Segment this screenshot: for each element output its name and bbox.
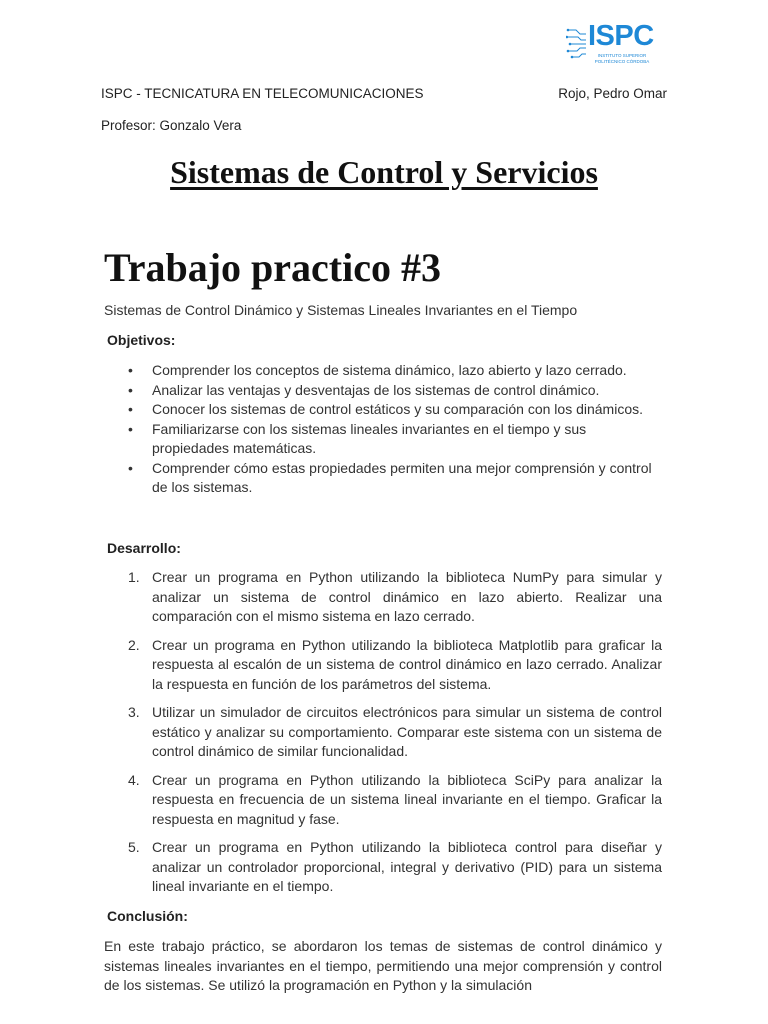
objectives-list-container	[104, 361, 662, 498]
item-text: Crear un programa en Python utilizando la biblioteca control para diseñar y analizar un controlador proporcional, integral y derivativo (PID) para un sistema lineal invariante en el tiempo.	[152, 839, 662, 894]
professor-name: Profesor: Gonzalo Vera	[101, 118, 242, 133]
author-name: Rojo, Pedro Omar	[558, 86, 667, 101]
development-item	[104, 703, 662, 762]
objective-item: • Comprender los conceptos de sistema dinámico, lazo abierto y lazo cerrado.	[104, 361, 662, 381]
development-item	[104, 568, 662, 627]
logo-subtitle: INSTITUTO SUPERIOR POLITÉCNICO CÓRDOBA	[594, 53, 650, 64]
objective-item: • Analizar las ventajas y desventajas de los sistemas de control dinámico.	[104, 381, 662, 401]
development-heading: Desarrollo:	[107, 540, 181, 556]
course-title: Sistemas de Control y Servicios	[170, 154, 598, 190]
item-text: Utilizar un simulador de circuitos electrónicos para simular un sistema de control estático y analizar su comportamiento. Comparar este sistema con un sistema de control dinámico de similar funcionalidad.	[152, 704, 662, 759]
assignment-subtitle: Sistemas de Control Dinámico y Sistemas Lineales Invariantes en el Tiempo	[104, 302, 578, 318]
objectives-heading: Objetivos:	[107, 332, 176, 348]
objectives-list	[104, 361, 662, 498]
development-item	[104, 838, 662, 897]
item-text: Crear un programa en Python utilizando la biblioteca Matplotlib para graficar la respuesta al escalón de un sistema de control dinámico en lazo cerrado. Analizar la respuesta en función de los parámetros del sistema.	[152, 636, 662, 692]
development-item	[104, 771, 662, 830]
item-text: Crear un programa en Python utilizando la biblioteca SciPy para analizar la respuesta en frecuencia de un sistema lineal invariante en el tiempo. Graficar la respuesta en magnitud y fase.	[152, 771, 662, 827]
item-number: 2.	[128, 636, 140, 653]
objective-item: • Conocer los sistemas de control estáticos y su comparación con los dinámicos.	[104, 400, 662, 420]
item-text: Crear un programa en Python utilizando la biblioteca NumPy para simular y analizar un sistema de control dinámico en lazo abierto. Realizar una comparación con el mismo sistema en lazo cerrado.	[152, 569, 662, 624]
item-number: 4.	[128, 771, 140, 788]
assignment-title: Trabajo practico #3	[104, 245, 441, 290]
development-list-container	[104, 568, 662, 906]
objective-item: • Familiarizarse con los sistemas lineales invariantes en el tiempo y sus propiedades matemáticas.	[104, 420, 662, 459]
conclusion-heading: Conclusión:	[107, 908, 188, 924]
objective-item: • Comprender cómo estas propiedades permiten una mejor comprensión y control de los sistemas.	[104, 459, 662, 498]
item-number: 1.	[128, 569, 140, 585]
item-number: 3.	[128, 704, 140, 720]
development-item	[104, 636, 662, 695]
item-number: 5.	[128, 839, 140, 855]
institution-header: ISPC - TECNICATURA EN TELECOMUNICACIONES	[101, 86, 424, 101]
ispc-logo	[566, 22, 652, 68]
conclusion-text: En este trabajo práctico, se abordaron los temas de sistemas de control dinámico y sistemas lineales invariantes en el tiempo, permitiendo una mejor comprensión y control de los sistemas. Se utilizó la programación en Python y la simulación	[104, 938, 662, 993]
development-list	[104, 568, 662, 897]
logo-wordmark: ISPC	[588, 20, 654, 52]
